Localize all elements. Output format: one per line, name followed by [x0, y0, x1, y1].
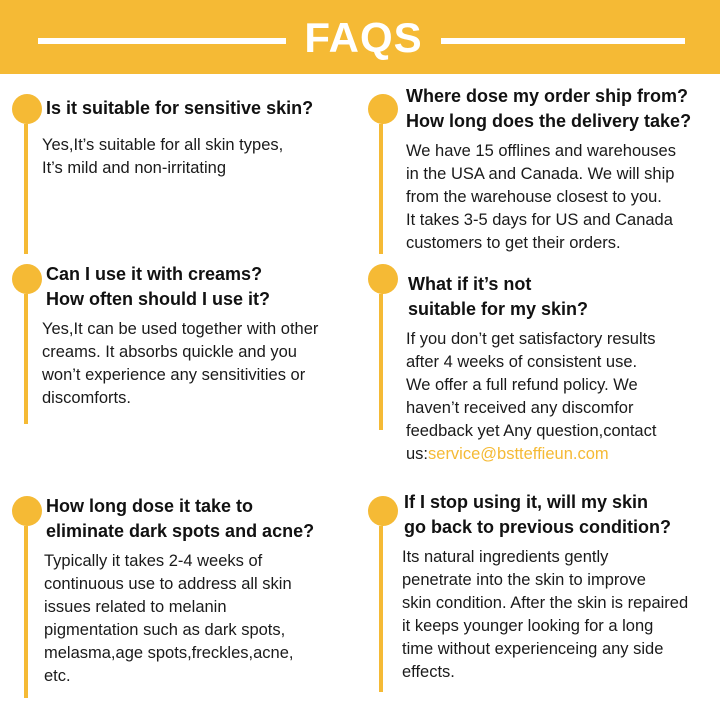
faq-answer-line: We offer a full refund policy. We [406, 376, 638, 394]
faq-question-line: eliminate dark spots and acne? [46, 521, 315, 541]
faq-question-line: How long dose it take to [46, 496, 254, 516]
header-banner [0, 0, 720, 74]
faq-answer-line: Yes,It’s suitable for all skin types, [42, 136, 284, 154]
faq-bullet-icon [12, 264, 42, 294]
faq-accent-bar [24, 124, 28, 254]
faq-answer-line: won’t experience any sensitivities or [42, 366, 306, 384]
faq-answer-line: it keeps younger looking for a long [402, 617, 654, 635]
faq-answer-line: penetrate into the skin to improve [402, 571, 646, 589]
page-title: FAQS [304, 14, 423, 61]
faq-question [46, 96, 313, 121]
faq-answer [42, 318, 318, 410]
faq-answer [42, 134, 283, 180]
faq-answer-line: feedback yet Any question,contact [406, 422, 657, 440]
faq-accent-bar [379, 526, 383, 692]
contact-prefix: us: [406, 445, 429, 463]
faq-answer [44, 550, 293, 688]
faq-question [404, 490, 671, 540]
faq-question-line: go back to previous condition? [404, 517, 672, 537]
faq-question-line: suitable for my skin? [408, 299, 589, 319]
contact-email-link[interactable]: service@bstteffieun.com [428, 445, 609, 463]
faq-accent-bar [24, 294, 28, 424]
faq-answer-line: It takes 3-5 days for US and Canada [406, 211, 673, 229]
faq-answer-line: It’s mild and non-irritating [42, 159, 227, 177]
faq-answer-line: after 4 weeks of consistent use. [406, 353, 638, 371]
faq-answer-line: discomforts. [42, 389, 131, 407]
faq-question [408, 272, 588, 322]
faq-answer-line: from the warehouse closest to you. [406, 188, 662, 206]
faq-answer-line: creams. It absorbs quickle and you [42, 343, 297, 361]
faq-question-line: What if it’s not [408, 274, 532, 294]
faq-answer [406, 140, 676, 255]
faq-answer-line: customers to get their orders. [406, 234, 621, 252]
faq-answer-line: haven’t received any discomfor [406, 399, 634, 417]
header-divider-left [38, 38, 286, 44]
faq-question-line: How long does the delivery take? [406, 111, 692, 131]
faq-answer-line: melasma,age spots,freckles,acne, [44, 644, 294, 662]
faq-answer-line: effects. [402, 663, 455, 681]
faq-answer-line: Its natural ingredients gently [402, 548, 609, 566]
header-divider-right [441, 38, 685, 44]
faq-bullet-icon [368, 264, 398, 294]
faq-answer [406, 328, 656, 466]
faq-accent-bar [379, 124, 383, 254]
faq-question-line: Can I use it with creams? [46, 264, 263, 284]
faq-answer-line: Typically it takes 2-4 weeks of [44, 552, 263, 570]
faq-question [406, 84, 691, 134]
faq-answer-line [406, 443, 656, 466]
faq-answer-line: in the USA and Canada. We will ship [406, 165, 675, 183]
faq-question-line: How often should I use it? [46, 289, 270, 309]
faq-answer-line: etc. [44, 667, 71, 685]
faq-bullet-icon [368, 496, 398, 526]
faq-answer-line: issues related to melanin [44, 598, 227, 616]
faq-answer-line: skin condition. After the skin is repaired [402, 594, 689, 612]
faq-answer-line: Yes,It can be used together with other [42, 320, 319, 338]
faq-answer-line: If you don’t get satisfactory results [406, 330, 656, 348]
faq-accent-bar [379, 294, 383, 430]
faq-bullet-icon [368, 94, 398, 124]
faq-answer-line: continuous use to address all skin [44, 575, 292, 593]
faq-answer [402, 546, 688, 684]
faq-answer-line: We have 15 offlines and warehouses [406, 142, 676, 160]
faq-question [46, 262, 270, 312]
faq-question [46, 494, 314, 544]
faq-question-line: If I stop using it, will my skin [404, 492, 649, 512]
faq-answer-line: time without experienceing any side [402, 640, 664, 658]
faq-answer-line: pigmentation such as dark spots, [44, 621, 286, 639]
faq-question-line: Is it suitable for sensitive skin? [46, 98, 314, 118]
faq-question-line: Where dose my order ship from? [406, 86, 689, 106]
faq-bullet-icon [12, 496, 42, 526]
faq-accent-bar [24, 526, 28, 698]
faq-bullet-icon [12, 94, 42, 124]
